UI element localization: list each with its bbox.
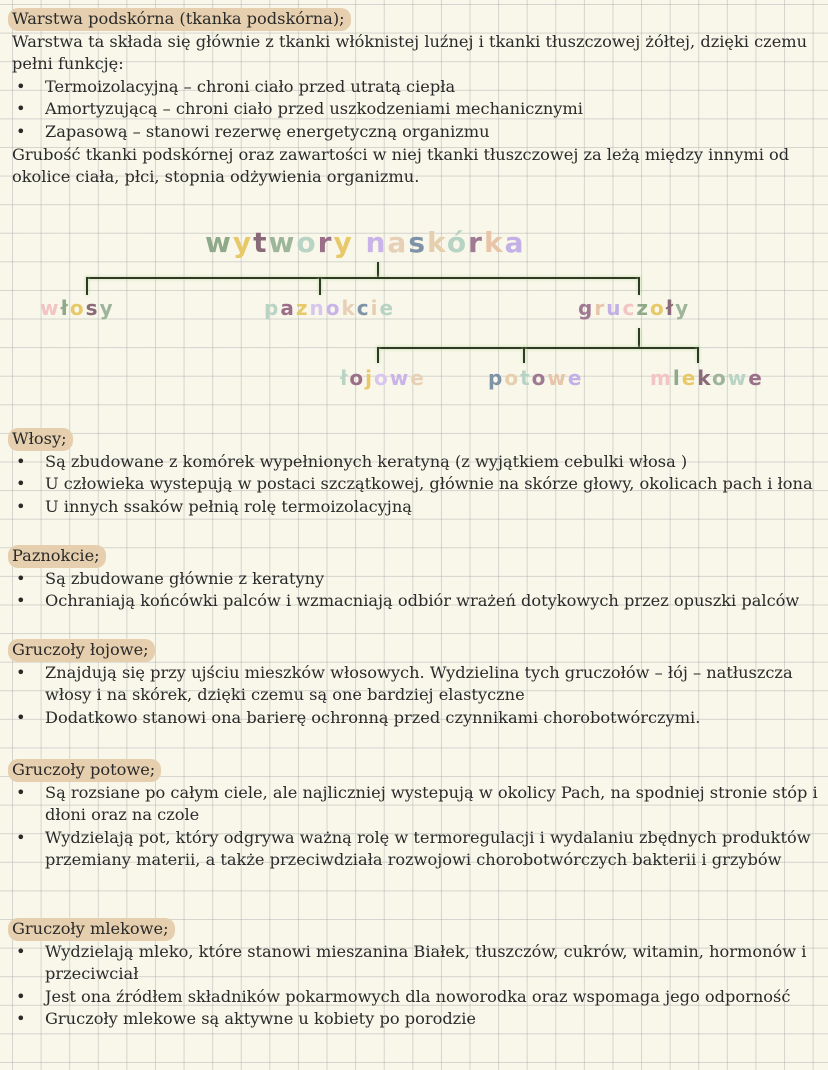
list-item: • Gruczoły mlekowe są aktywne u kobiety po porodzie: [12, 1008, 820, 1031]
section-subcutaneous: [12, 8, 820, 189]
sub-branch-lojowe: łojowe: [340, 366, 426, 390]
list-item: • Są zbudowane głównie z keratyny: [12, 568, 820, 591]
branch-gruczoly: gruczoły: [578, 296, 691, 320]
list-item: • Termoizolacyjną – chroni ciało przed utratą ciepła: [12, 76, 820, 99]
list-item: • Wydzielają pot, który odgrywa ważną rolę w termoregulacji i wydalaniu zbędnych produktów przemiany materii, a także przeciwdziała rozwojowi chorobotwórczych bakterii i grzybów: [12, 827, 820, 872]
list-item: • Znajdują się przy ujściu mieszków włosowych. Wydzielina tych gruczołów – łój – natłuszcza włosy i na skórek, dzięki czemu są one bardziej elastyczne: [12, 662, 820, 707]
bullet-list: [12, 76, 820, 144]
list-item: • Są rozsiane po całym ciele, ale najliczniej wystepują w okolicy Pach, na spodniej stronie stóp i dłoni oraz na czole: [12, 782, 820, 827]
branch-wlosy: włosy: [40, 296, 115, 320]
section-heading: Gruczoły mlekowe;: [8, 918, 175, 941]
section-heading: Warstwa podskórna (tkanka podskórna);: [8, 8, 351, 31]
list-item: • Amortyzującą – chroni ciało przed uszkodzeniami mechanicznymi: [12, 98, 820, 121]
section-heading: Włosy;: [8, 428, 73, 451]
section-heading: Gruczoły potowe;: [8, 759, 161, 782]
list-item: • Ochraniają końcówki palców i wzmacniają odbiór wrażeń dotykowych przez opuszki palców: [12, 590, 820, 613]
section-wlosy: [12, 428, 820, 518]
list-item: • Dodatkowo stanowi ona barierę ochronną przed czynnikami chorobotwórczymi.: [12, 707, 820, 730]
sub-branch-potowe: potowe: [488, 366, 584, 390]
connector-line: [377, 347, 699, 349]
outro-text: Grubość tkanki podskórnej oraz zawartości w niej tkanki tłuszczowej za leżą między innymi od okolice ciała, płci, stopnia odżywienia organizmu.: [12, 144, 790, 187]
section-lojowe: [12, 639, 820, 729]
list-item: • Wydzielają mleko, które stanowi mieszanina Białek, tłuszczów, cukrów, witamin, hormonów i przeciwciał: [12, 941, 820, 986]
branch-paznokcie: paznokcie: [264, 296, 396, 320]
list-item: • Zapasową – stanowi rezerwę energetyczną organizmu: [12, 121, 820, 144]
list-item: • Są zbudowane z komórek wypełnionych keratyną (z wyjątkiem cebulki włosa ): [12, 451, 820, 474]
list-item: • U człowieka wystepują w postaci szczątkowej, głównie na skórze głowy, okolicach pach i łona: [12, 473, 820, 496]
section-heading: Gruczoły łojowe;: [8, 639, 155, 662]
section-mlekowe: [12, 918, 820, 1031]
intro-text: Warstwa ta składa się głównie z tkanki włóknistej luźnej i tkanki tłuszczowej żółtej, dzięki czemu pełni funkcję:: [12, 31, 808, 74]
section-heading: Paznokcie;: [8, 545, 106, 568]
sub-branch-mlekowe: mlekowe: [650, 366, 764, 390]
section-potowe: [12, 759, 820, 872]
section-paznokcie: [12, 545, 820, 613]
list-item: • U innych ssaków pełnią rolę termoizolacyjną: [12, 496, 820, 519]
connector-line: [86, 277, 640, 279]
diagram-title: wytwory naskórka: [205, 226, 526, 259]
list-item: • Jest ona źródłem składników pokarmowych dla noworodka oraz wspomaga jego odporność: [12, 986, 820, 1009]
